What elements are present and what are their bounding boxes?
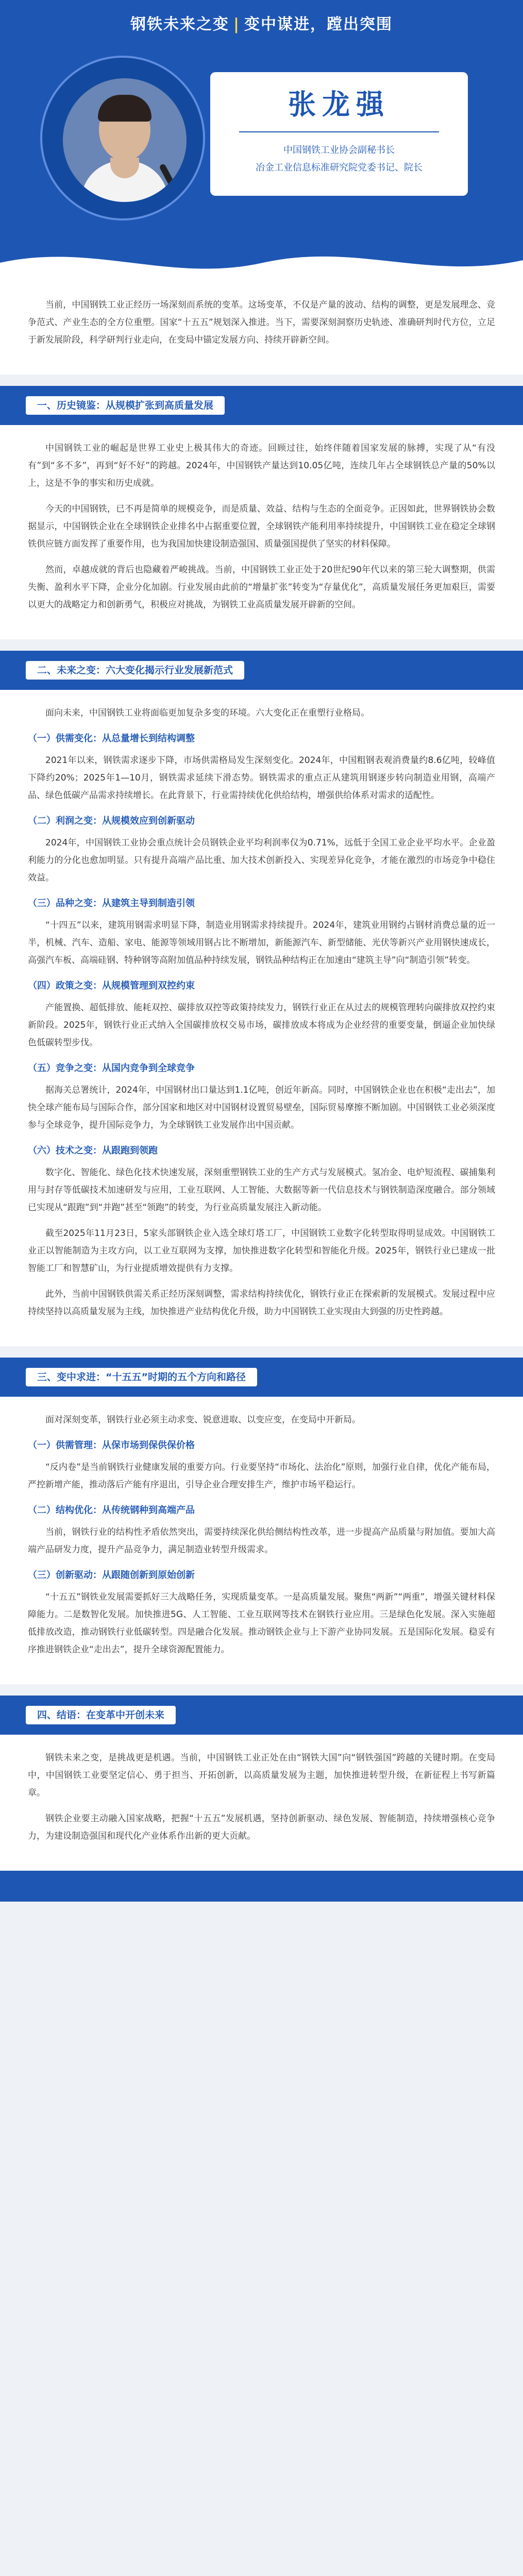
subsection-title: （三）品种之变：从建筑主导到制造引领 <box>28 898 195 909</box>
person-role-2: 冶金工业信息标准研究院党委书记、院长 <box>256 162 423 173</box>
banner-wave <box>0 240 523 276</box>
banner-title <box>0 11 523 34</box>
section-4-paragraph: 钢铁企业要主动融入国家战略，把握“十五五”发展机遇，坚持创新驱动、绿色发展、智能制造，持续增强核心竞争力，为建设制造强国和现代化产业体系作出新的更大贡献。 <box>28 1814 495 1841</box>
section-1-paragraph: 然而，卓越成就的背后也隐藏着严峻挑战。当前，中国钢铁工业正处于20世纪90年代以来的第三轮大调整期，供需失衡、盈利水平下降，企业分化加剧。行业发展由此前的“增量扩张”转变为“存量优化”，高质量发展任务更加艰巨，需要以更大的战略定力和创新勇气，积极应对挑战，为钢铁工业高质量发展开辟新的空间。 <box>28 565 495 610</box>
section-body-4 <box>0 1735 523 1871</box>
section-4-paragraph: 钢铁未来之变，是挑战更是机遇。当前，中国钢铁工业正处在由“钢铁大国”向“钢铁强国”跨越的关键时期。在变局中，中国钢铁工业要坚定信心、勇于担当、开拓创新，以高质量发展为主题，加快推进转型升级，在新征程上书写新篇章。 <box>28 1753 495 1798</box>
section-body-3 <box>0 1397 523 1684</box>
section-header-4 <box>0 1696 523 1735</box>
section-2-lead: 面向未来，中国钢铁工业将面临更加复杂多变的环境。六大变化正在重塑行业格局。 <box>45 708 369 718</box>
section-header-3 <box>0 1358 523 1397</box>
section-tag-3: 三、变中求进：“十五五”时期的五个方向和路径 <box>26 1368 257 1386</box>
subsection-body: “十五五”钢铁业发展需要抓好三大战略任务，实现质量变革。一是高质量发展。聚焦“两新”“两重”，增强关键材料保障能力。二是数智化发展。加快推进5G、人工智能、工业互联网等技术在钢铁行业应用。三是绿色化发展。深入实施超低排放改造，推动钢铁行业低碳转型。四是融合化发展。推动钢铁企业与上下游产业协同发展。五是国际化发展。稳妥有序推进钢铁企业“走出去”，提升全球资源配置能力。 <box>28 1592 495 1655</box>
banner-title-left: 钢铁未来之变 <box>130 15 230 33</box>
section-2-closing: 截至2025年11月23日，5家头部钢铁企业入选全球灯塔工厂，中国钢铁工业数字化转型取得明显成效。中国钢铁工业正以智能制造为主攻方向，以工业互联网为支撑，加快推进数字化转型和智能化升级。2025年，钢铁行业已建成一批智能工厂和智慧矿山，为行业提质增效提供有力支撑。 <box>28 1228 495 1274</box>
section-spacer <box>0 639 523 651</box>
top-banner <box>0 0 523 276</box>
person-name: 张龙强 <box>288 88 390 121</box>
intro-paragraph: 当前，中国钢铁工业正经历一场深刻而系统的变革。这场变革，不仅是产量的波动、结构的调整，更是发展理念、竞争范式、产业生态的全方位重塑。国家“十五五”规划深入推进。当下，需要深刻洞察历史轨迹、准确研判时代方位，立足于新发展阶段，科学研判行业走向，在变局中锚定发展方向、持续开辟新空间。 <box>28 300 495 345</box>
subsection-body: “十四五”以来，建筑用钢需求明显下降，制造业用钢需求持续提升。2024年，建筑业用钢约占钢材消费总量的近一半，机械、汽车、造船、家电、能源等领域用钢占比不断增加，新能源汽车、新型储能、光伏等新兴产业用钢快速成长，高强汽车板、高端硅钢、特种钢等高附加值品种持续发展，钢铁品种结构正在加速由“建筑主导”向“制造引领”转变。 <box>28 920 495 965</box>
section-tag-2: 二、未来之变：六大变化揭示行业发展新范式 <box>26 661 244 680</box>
banner-separator: | <box>233 15 240 33</box>
subsection-title: （五）竞争之变：从国内竞争到全球竞争 <box>28 1063 195 1074</box>
name-divider <box>239 131 439 132</box>
subsection-title: （三）创新驱动：从跟随创新到原始创新 <box>28 1570 195 1581</box>
section-body-1 <box>0 425 523 639</box>
footer-band <box>0 1871 523 1902</box>
section-tag-1: 一、历史镜鉴：从规模扩张到高质量发展 <box>26 396 225 415</box>
avatar <box>63 78 187 202</box>
profile-card <box>40 56 483 231</box>
subsection-body: 2021年以来，钢铁需求逐步下降，市场供需格局发生深刻变化。2024年，中国粗钢表观消费量约8.6亿吨，较峰值下降约20%；2025年1—10月，钢铁需求延续下滑态势。钢铁需求的重点正从建筑用钢逐步转向制造业用钢，高端产品、绿色低碳产品需求持续增长。在此背景下，行业需持续优化供给结构，增强供给体系对需求的适配性。 <box>28 755 495 801</box>
subsection-title: （一）供需管理：从保市场到保供保价格 <box>28 1440 195 1451</box>
subsection-body: 据海关总署统计，2024年，中国钢材出口量达到1.1亿吨，创近年新高。同时，中国钢铁企业也在积极“走出去”，加快全球产能布局与国际合作，部分国家和地区对中国钢材设置贸易壁垒，国际贸易摩擦不断加剧。中国钢铁工业必须深度参与全球竞争，提升国际竞争力，为全球钢铁工业发展作出中国贡献。 <box>28 1085 495 1130</box>
subsection-body: 当前，钢铁行业的结构性矛盾依然突出，需要持续深化供给侧结构性改革，进一步提高产品质量与附加值。要加大高端产品研发力度，提升产品竞争力，满足制造业转型升级需求。 <box>28 1527 495 1555</box>
section-tag-4: 四、结语：在变革中开创未来 <box>26 1706 176 1724</box>
subsection-title: （一）供需变化：从总量增长到结构调整 <box>28 733 195 744</box>
section-1-paragraph: 中国钢铁工业的崛起是世界工业史上极其伟大的奇迹。回顾过往，始终伴随着国家发展的脉搏，实现了从“有没有”到“多不多”，再到“好不好”的跨越。2024年，中国钢铁产量达到10.05亿吨，连续几年占全球钢铁总产量的50%以上，这是不争的事实和历史成就。 <box>28 443 495 488</box>
subsection-body: 2024年，中国钢铁工业协会重点统计会员钢铁企业平均利润率仅为0.71%，远低于全国工业企业平均水平。企业盈利能力的分化也愈加明显。只有提升高端产品比重、加大技术创新投入、实现差异化竞争，才能在激烈的市场竞争中稳住效益。 <box>28 838 495 883</box>
section-spacer <box>0 1684 523 1696</box>
section-3-lead: 面对深刻变革，钢铁行业必须主动求变、锐意进取、以变应变，在变局中开新局。 <box>45 1415 361 1425</box>
avatar-hair <box>98 95 151 122</box>
avatar-ring <box>40 56 205 221</box>
section-2-closing: 此外，当前中国钢铁供需关系正经历深刻调整，需求结构持续优化，钢铁行业正在探索新的发展模式。发展过程中应持续坚持以高质量发展为主线，加快推进产业结构优化升级，助力中国钢铁工业实现由大到强的历史性跨越。 <box>28 1289 495 1317</box>
subsection-title: （二）利润之变：从规模效应到创新驱动 <box>28 816 195 826</box>
subsection-body: 数字化、智能化、绿色化技术快速发展，深刻重塑钢铁工业的生产方式与发展模式。氢冶金、电炉短流程、碳捕集利用与封存等低碳技术加速研发与应用，工业互联网、人工智能、大数据等新一代信息技术与钢铁制造深度融合。部分领域已实现从“跟跑”到“并跑”甚至“领跑”的转变，为行业高质量发展注入新动能。 <box>28 1167 495 1213</box>
person-role-1: 中国钢铁工业协会副秘书长 <box>283 145 395 156</box>
intro-section <box>0 276 523 375</box>
section-body-2 <box>0 690 523 1346</box>
subsection-body: 产能置换、超低排放、能耗双控、碳排放双控等政策持续发力，钢铁行业正在从过去的规模管理转向碳排放双控约束新阶段。2025年，钢铁行业正式纳入全国碳排放权交易市场，碳排放成本将成为企业经营的重要变量，倒逼企业加快绿色低碳转型步伐。 <box>28 1003 495 1048</box>
subsection-title: （四）政策之变：从规模管理到双控约束 <box>28 980 195 991</box>
name-card <box>210 72 468 196</box>
section-spacer <box>0 375 523 386</box>
section-header-1 <box>0 386 523 425</box>
subsection-title: （六）技术之变：从跟跑到领跑 <box>28 1145 158 1156</box>
subsection-body: “反内卷”是当前钢铁行业健康发展的重要方向。行业要坚持“市场化、法治化”原则，加强行业自律，优化产能布局，严控新增产能，推动落后产能有序退出，引导企业合理安排生产，维护市场平稳运行。 <box>28 1462 495 1490</box>
banner-title-right: 变中谋进，蹚出突围 <box>244 15 393 33</box>
section-spacer <box>0 1346 523 1358</box>
section-header-2 <box>0 651 523 690</box>
subsection-title: （二）结构优化：从传统钢种到高端产品 <box>28 1505 195 1516</box>
section-1-paragraph: 今天的中国钢铁，已不再是简单的规模竞争，而是质量、效益、结构与生态的全面竞争。正因如此，世界钢铁协会数据显示，中国钢铁企业在全球钢铁企业排名中占据重要位置，全球钢铁产能利用率持续提升，中国钢铁工业在稳定全球钢铁供应链方面发挥了重要作用，也为我国加快建设制造强国、质量强国提供了坚实的材料保障。 <box>28 504 495 549</box>
